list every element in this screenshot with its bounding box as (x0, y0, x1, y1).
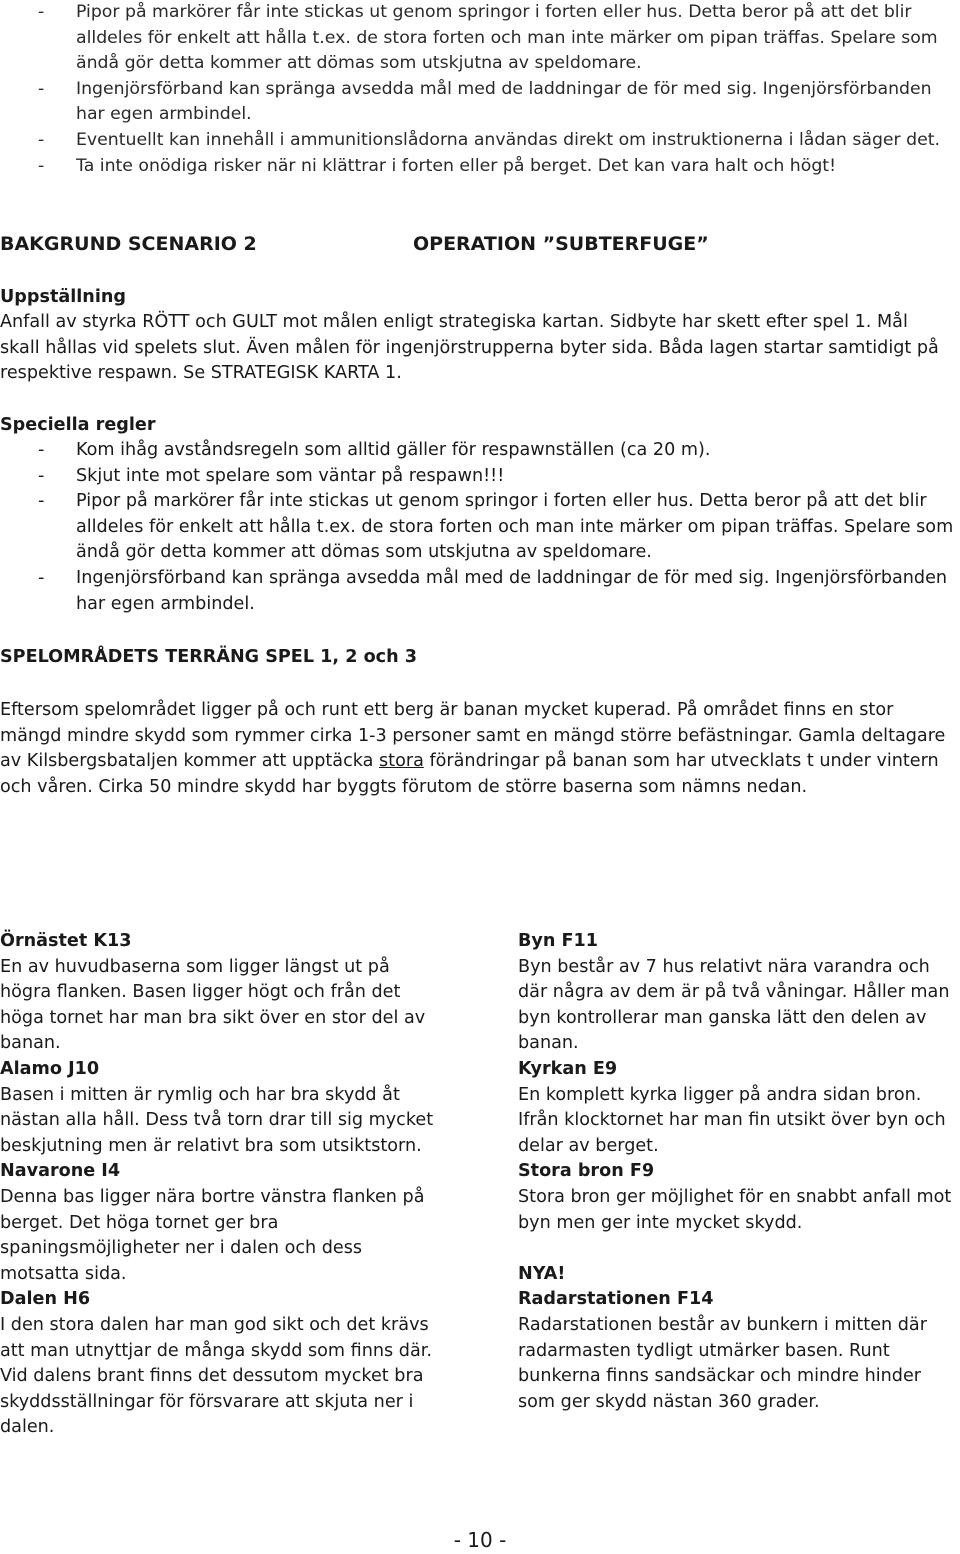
base-description: En av huvudbaserna som ligger längst ut på högra flanken. Basen ligger högt och från det höga tornet har man bra sikt över en stor del av banan. (0, 956, 426, 1054)
spacer (518, 1236, 958, 1262)
base-title: Dalen H6 (0, 1289, 91, 1310)
base-entry (518, 1287, 958, 1415)
base-title: Örnästet K13 (0, 931, 132, 951)
special-rules-heading: Speciella regler (0, 415, 156, 435)
base-description: Basen i mitten är rymlig och har bra skydd åt nästan alla håll. Dess två torn drar till sig mycket beskjutning men är relativt bra som utsiktstorn. (0, 1084, 434, 1156)
list-item: - Kom ihåg avståndsregeln som alltid gäller för respawnställen (ca 20 m). (38, 440, 711, 460)
new-flag: NYA! (518, 1263, 566, 1284)
base-entry (518, 929, 958, 1057)
base-entry (0, 1057, 440, 1159)
base-title: Navarone I4 (0, 1161, 121, 1182)
terrain-text: Eftersom spelområdet ligger på och runt ett berg är banan mycket kuperad. På området finns en stor mängd mindre skydd som rymmer cirka 1-3 personer samt en mängd större befästningar. Gamla deltagare av Kilsbergsbataljen kommer att upptäcka stora förändringar på banan som har utvecklats t under vintern och våren. Cirka 50 mindre skydd har byggts förutom de större baserna som nämns nedan. (0, 700, 946, 797)
top-rules-list (0, 0, 960, 179)
special-rules-list (0, 438, 960, 617)
base-entry (0, 1287, 440, 1441)
list-item: - Ingenjörsförband kan spränga avsedda mål med de laddningar de för med sig. Ingenjörsförbanden har egen armbindel. (38, 567, 948, 614)
list-item: - Skjut inte mot spelare som väntar på respawn!!! (38, 465, 505, 486)
base-description: I den stora dalen har man god sikt och det krävs att man utnyttjar de många skydd som finns där. Vid dalens brant finns det dessutom mycket bra skyddsställningar för försvarare att skjuta ner i dalen. (0, 1314, 432, 1438)
base-description: Denna bas ligger nära bortre vänstra flanken på berget. Det höga tornet ger bra spaningsmöjligheter ner i dalen och dess motsatta sida. (0, 1186, 425, 1284)
underlined-word: stora (379, 751, 424, 772)
base-description: En komplett kyrka ligger på andra sidan bron. Ifrån klocktornet har man fin utsikt över byn och delar av berget. (518, 1084, 946, 1156)
base-entry (0, 929, 440, 1057)
list-item: - Ingenjörsförband kan spränga avsedda mål med de laddningar de för med sig. Ingenjörsförbanden har egen armbindel. (38, 78, 932, 125)
scenario-label: BAKGRUND SCENARIO 2 (0, 233, 257, 255)
base-description: Stora bron ger möjlighet för en snabbt anfall mot byn men ger inte mycket skydd. (518, 1186, 952, 1233)
base-title: Byn F11 (518, 931, 599, 951)
base-entry (518, 1159, 958, 1236)
scenario-name: OPERATION ”SUBTERFUGE” (413, 233, 709, 255)
list-item: - Pipor på markörer får inte stickas ut genom springor i forten eller hus. Detta beror på att det blir alldeles för enkelt att hålla t.ex. de stora forten och man inte märker om pipan träffas. Spelare som ändå gör detta kommer att dömas som utskjutna av speldomare. (38, 2, 938, 74)
base-title: Kyrkan E9 (518, 1058, 618, 1079)
base-entry (0, 1159, 440, 1287)
setup-heading: Uppställning (0, 287, 126, 307)
base-title: Radarstationen F14 (518, 1289, 714, 1310)
base-title: Stora bron F9 (518, 1161, 655, 1182)
setup-text: Anfall av styrka RÖTT och GULT mot målen enligt strategiska kartan. Sidbyte har skett efter spel 1. Mål skall hållas vid spelets slut. Även målen för ingenjörstrupperna byter sida. Båda lagen startar samtidigt på respektive respawn. Se STRATEGISK KARTA 1. (0, 312, 939, 384)
base-entry (518, 1057, 958, 1159)
base-description: Radarstationen består av bunkern i mitten där radarmasten tydligt utmärker basen. Runt bunkerna finns sandsäckar och mindre hinder som ger skydd nästan 360 grader. (518, 1314, 927, 1412)
list-item: - Ta inte onödiga risker när ni klättrar i forten eller på berget. Det kan vara halt och högt! (38, 155, 836, 176)
list-item: - Eventuellt kan innehåll i ammunitionslådorna användas direkt om instruktionerna i lådan säger det. (38, 129, 941, 150)
base-description: Byn består av 7 hus relativt nära varandra och där några av dem är på två våningar. Håller man byn kontrollerar man ganska lätt den delen av banan. (518, 956, 950, 1054)
terrain-heading: SPELOMRÅDETS TERRÄNG SPEL 1, 2 och 3 (0, 647, 417, 667)
left-bases-column (0, 929, 440, 1441)
right-bases-column (518, 929, 958, 1415)
base-title: Alamo J10 (0, 1058, 100, 1079)
list-item: - Pipor på markörer får inte stickas ut genom springor i forten eller hus. Detta beror på att det blir alldeles för enkelt att hålla t.ex. de stora forten och man inte märker om pipan träffas. Spelare som ändå gör detta kommer att dömas som utskjutna av speldomare. (38, 491, 954, 563)
page-number: - 10 - (453, 1528, 507, 1552)
